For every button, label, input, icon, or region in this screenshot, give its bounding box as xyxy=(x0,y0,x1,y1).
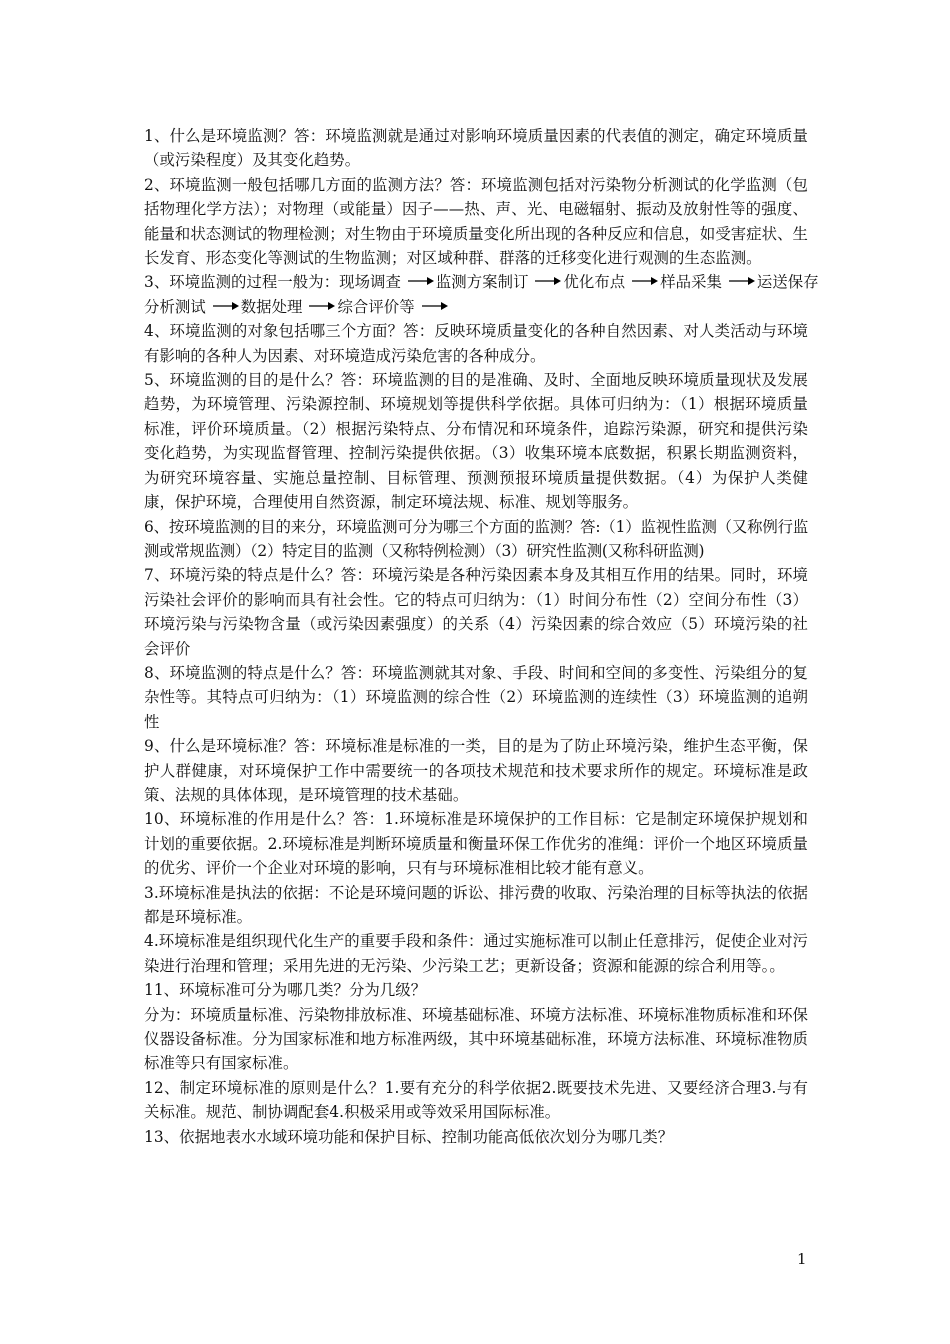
arrow-right-icon xyxy=(309,301,335,311)
process-flow-line-1 xyxy=(144,270,819,294)
page-number: 1 xyxy=(797,1250,807,1268)
process-prefix: 3、环境监测的过程一般为： xyxy=(144,273,340,292)
paragraph-q9: 9、什么是环境标准？答：环境标准是标准的一类，目的是为了防止环境污染，维护生态平衡，保护人群健康，对环境保护工作中需要统一的各项技术规范和技术要求所作的规定。环境标准是政策、法规的具体体现，是环境管理的技术基础。 xyxy=(144,737,808,804)
paragraph-q5: 5、环境监测的目的是什么？答：环境监测的目的是准确、及时、全面地反映环境质量现状及发展趋势，为环境管理、污染源控制、环境规划等提供科学依据。具体可归纳为：（1）根据环境质量标准，评价环境质量。（2）根据污染特点、分布情况和环境条件，追踪污染源，研究和提供污染变化趋势，为实现监督管理、控制污染提供依据。（3）收集环境本底数据，积累长期监测资料，为研究环境容量、实施总量控制、目标管理、预测预报环境质量提供数据。（4）为保护人类健康，保护环境，合理使用自然资源，制定环境法规、标准、规划等服务。 xyxy=(144,371,808,512)
process-step-6: 分析测试 xyxy=(144,297,206,316)
paragraph-q7: 7、环境污染的特点是什么？答：环境污染是各种污染因素本身及其相互作用的结果。同时，环境污染社会评价的影响而具有社会性。它的特点可归纳为：（1）时间分布性（2）空间分布性（3）环境污染与污染物含量（或污染因素强度）的关系（4）污染因素的综合效应（5）环境污染的社会评价 xyxy=(144,566,808,658)
paragraph-q1: 1、什么是环境监测？答：环境监测就是通过对影响环境质量因素的代表值的测定，确定环境质量（或污染程度）及其变化趋势。 xyxy=(144,127,808,170)
process-flow xyxy=(144,270,819,319)
arrow-right-icon xyxy=(213,301,239,311)
paragraph-q8: 8、环境监测的特点是什么？答：环境监测就其对象、手段、时间和空间的多变性、污染组分的复杂性等。其特点可归纳为：（1）环境监测的综合性（2）环境监测的连续性（3）环境监测的追朔性 xyxy=(144,663,808,731)
paragraph-q10: 10、环境标准的作用是什么？答：1.环境标准是环境保护的工作目标：它是制定环境保护规划和计划的重要依据。2.环境标准是判断环境质量和衡量环保工作优劣的准绳：评价一个地区环境质量的优劣、评价一个企业对环境的影响，只有与环境标准相比较才能有意义。 xyxy=(144,810,808,878)
process-step-4: 样品采集 xyxy=(660,273,722,292)
paragraph-q10-point3: 3.环境标准是执法的依据：不论是环境问题的诉讼、排污费的收取、污染治理的目标等执法的依据都是环境标准。 xyxy=(144,883,808,926)
process-step-7: 数据处理 xyxy=(240,297,303,316)
process-step-1: 现场调查 xyxy=(339,273,401,292)
paragraph-q6: 6、按环境监测的目的来分，环境监测可分为哪三个方面的监测？答:（1）监视性监测（又称例行监测或常规监测）（2）特定目的监测（又称特例检测）（3）研究性监测(又称科研监测) xyxy=(144,517,808,560)
arrow-right-icon xyxy=(729,276,755,286)
paragraph-q11: 11、环境标准可分为哪几类？分为几级？ xyxy=(144,981,427,1000)
process-step-2: 监测方案制订 xyxy=(435,273,529,292)
paragraph-q12: 12、制定环境标准的原则是什么？1.要有充分的科学依据2.既要技术先进、又要经济合理3.与有关标准。规范、制协调配套4.积极采用或等效采用国际标准。 xyxy=(144,1078,808,1122)
process-step-5: 运送保存 xyxy=(756,273,819,292)
paragraph-q2: 2、环境监测一般包括哪几方面的监测方法？答：环境监测包括对污染物分析测试的化学监测（包括物理化学方法）；对物理（或能量）因子——热、声、光、电磁辐射、振动及放射性等的强度、能量和状态测试的物理检测；对生物由于环境质量变化所出现的各种反应和信息，如受害症状、生长发育、形态变化等测试的生物监测；对区域种群、群落的迁移变化进行观测的生态监测。 xyxy=(144,175,808,268)
paragraph-q10-point4: 4.环境标准是组织现代化生产的重要手段和条件：通过实施标准可以制止任意排污，促使企业对污染进行治理和管理；采用先进的无污染、少污染工艺；更新设备；资源和能源的综合利用等。。 xyxy=(144,932,808,975)
process-step-3: 优化布点 xyxy=(563,273,626,292)
paragraph-q11-answer: 分为：环境质量标准、污染物排放标准、环境基础标准、环境方法标准、环境标准物质标准和环保仪器设备标准。分为国家标准和地方标准两级，其中环境基础标准，环境方法标准、环境标准物质标准等只有国家标准。 xyxy=(144,1005,808,1073)
paragraph-q4: 4、环境监测的对象包括哪三个方面？答：反映环境质量变化的各种自然因素、对人类活动与环境有影响的各种人为因素、对环境造成污染危害的各种成分。 xyxy=(144,322,808,365)
arrow-right-icon xyxy=(632,276,658,286)
arrow-right-icon xyxy=(408,276,434,286)
arrow-right-icon xyxy=(422,301,448,311)
paragraph-q13: 13、依据地表水水域环境功能和保护目标、控制功能高低依次划分为哪几类？ xyxy=(144,1127,674,1146)
process-flow-line-2 xyxy=(144,295,808,319)
process-step-8: 综合评价等 xyxy=(337,297,415,316)
arrow-right-icon xyxy=(535,276,561,286)
document-body xyxy=(144,124,819,1149)
